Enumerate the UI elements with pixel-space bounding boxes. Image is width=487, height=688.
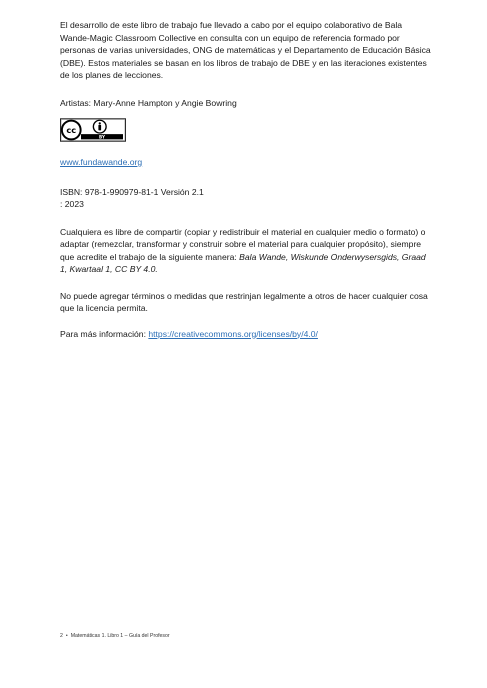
- footer-bullet: •: [65, 633, 68, 639]
- license-link[interactable]: https://creativecommons.org/licenses/by/4.0/: [148, 328, 318, 339]
- more-info-label: Para más información:: [60, 328, 149, 339]
- cc-symbol: cc: [66, 125, 77, 136]
- attribution-icon: [93, 120, 106, 133]
- footer-title: Matemáticas 1. Libro 1 – Guía del Profesor: [70, 633, 170, 639]
- cc-by-license-badge[interactable]: [60, 118, 126, 142]
- artists-line: Artistas: Mary-Anne Hampton y Angie Bowring: [60, 97, 237, 108]
- page-number: 2: [60, 633, 63, 639]
- more-info-paragraph: [60, 328, 432, 341]
- isbn-line: ISBN: 978-1-990979-81-1 Versión 2.1: [60, 186, 204, 197]
- website-link[interactable]: www.fundawande.org: [60, 157, 143, 167]
- attribution-text: Bala Wande, Wiskunde Onderwysersgids, Graad 1, Kwartaal 1, CC BY 4.0.: [60, 251, 426, 274]
- creative-commons-icon: [62, 121, 81, 140]
- restrictions-paragraph: No puede agregar términos o medidas que restrinjan legalmente a otros de hacer cualquier cosa que la licencia permita.: [60, 290, 428, 313]
- by-label: BY: [99, 134, 105, 140]
- year-line: : 2023: [60, 199, 84, 209]
- page-footer: [60, 633, 170, 639]
- share-text: Cualquiera es libre de compartir (copiar y redistribuir el material en cualquier medio o formato) o adaptar (remezclar, transformar y construir sobre el material para cualquier propósito), siempre que acredite el trabajo de la siguiente manera:: [60, 226, 426, 262]
- share-paragraph: [60, 226, 432, 276]
- intro-paragraph: El desarrollo de este libro de trabajo fue llevado a cabo por el equipo colaborativo de Bala Wande-Magic Classroom Collective en consulta con un equipo de referencia formado por personas de varias universidades, ONG de matemáticas y el Departamento de Educación Básica (DBE). Estos materiales se basan en los libros de trabajo de DBE y en las iteraciones existentes de los planes de lecciones.: [60, 20, 431, 80]
- credits-content: [60, 19, 432, 340]
- website-paragraph: [60, 156, 432, 169]
